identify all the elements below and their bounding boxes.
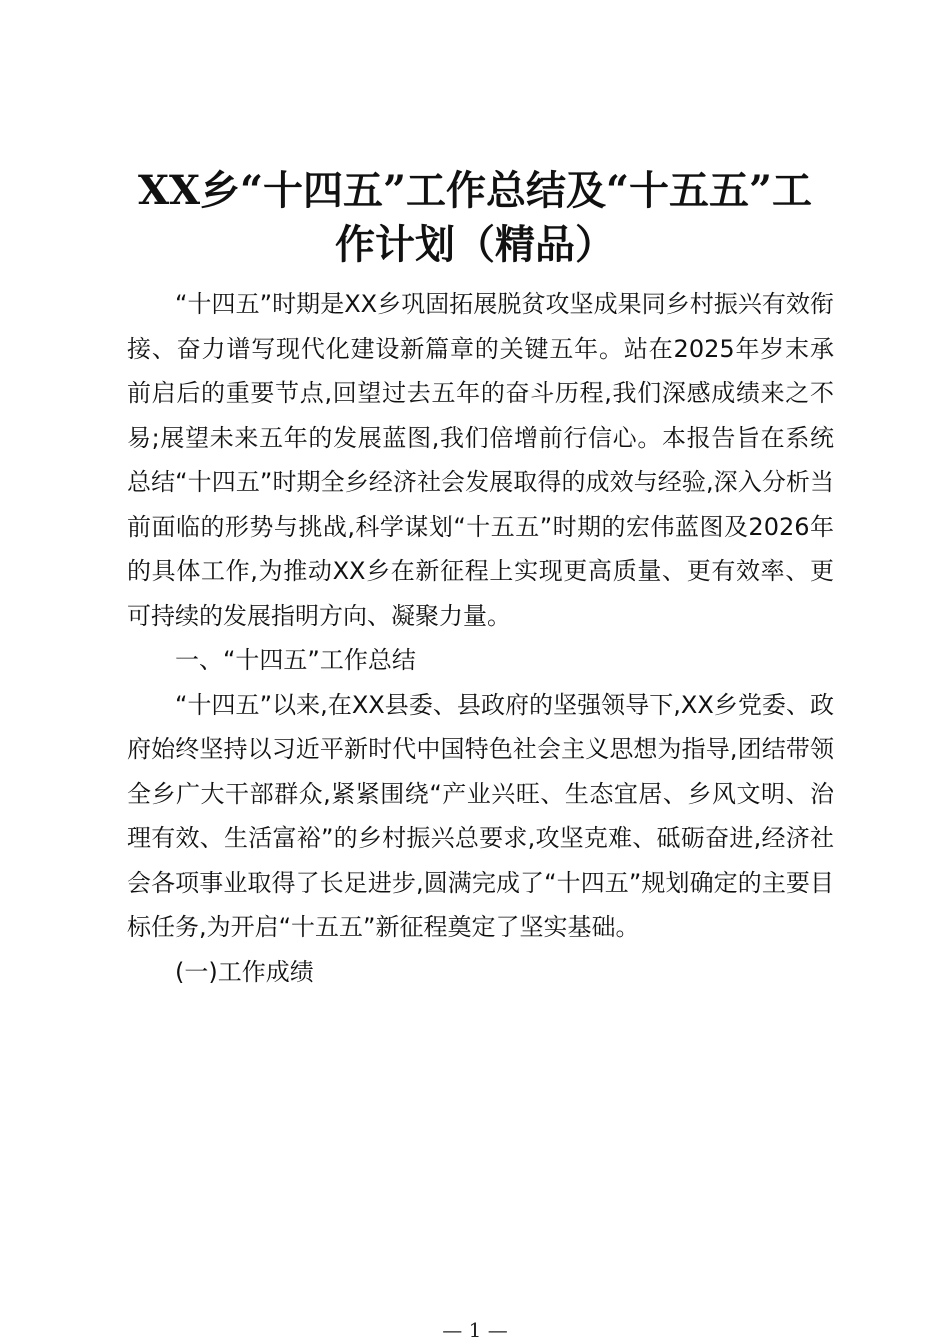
- document-title: XX乡“十四五”工作总结及“十五五”工作计划（精品）: [137, 167, 813, 268]
- page-number: — 1 —: [442, 1318, 508, 1342]
- section-heading: 一、“十四五”工作总结: [175, 646, 416, 674]
- document-body: [127, 282, 834, 994]
- intro-paragraph: “十四五”时期是XX乡巩固拓展脱贫攻坚成果同乡村振兴有效衔接、奋力谱写现代化建设新篇章的关键五年。站在2025年岁末承前启后的重要节点,回望过去五年的奋斗历程,我们深感成绩来之不易;展望未来五年的发展蓝图,我们倍增前行信心。本报告旨在系统总结“十四五”时期全乡经济社会发展取得的成效与经验,深入分析当前面临的形势与挑战,科学谋划“十五五”时期的宏伟蓝图及2026年的具体工作,为推动XX乡在新征程上实现更高质量、更有效率、更可持续的发展指明方向、凝聚力量。: [127, 290, 834, 630]
- subsection-heading: (一)工作成绩: [175, 957, 314, 986]
- summary-paragraph: “十四五”以来,在XX县委、县政府的坚强领导下,XX乡党委、政府始终坚持以习近平新时代中国特色社会主义思想为指导,团结带领全乡广大干部群众,紧紧围绕“产业兴旺、生态宜居、乡风文明、治理有效、生活富裕”的乡村振兴总要求,攻坚克难、砥砺奋进,经济社会各项事业取得了长足进步,圆满完成了“十四五”规划确定的主要目标任务,为开启“十五五”新征程奠定了坚实基础。: [127, 690, 834, 941]
